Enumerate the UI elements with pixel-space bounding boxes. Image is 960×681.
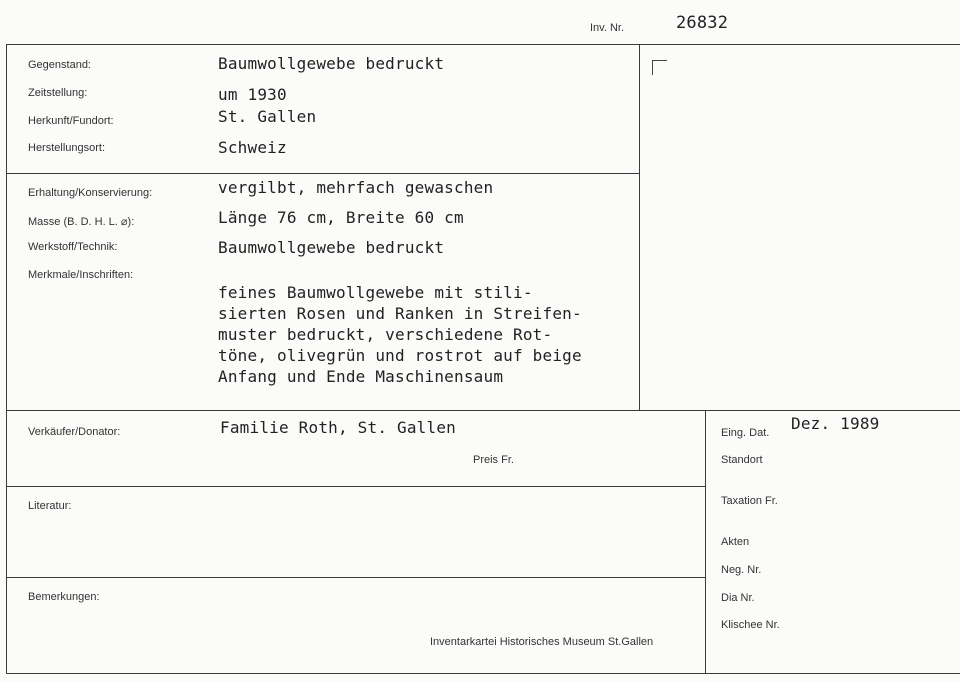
herstellungsort-value: Schweiz <box>218 138 287 157</box>
rule-bottom <box>6 673 960 674</box>
rule-left <box>6 44 7 674</box>
merkmale-line: muster bedruckt, verschiedene Rot- <box>218 325 553 344</box>
rule-after-herstellungsort <box>6 173 639 174</box>
merkmale-line: töne, olivegrün und rostrot auf beige <box>218 346 582 365</box>
rule-after-merkmale <box>6 410 960 411</box>
merkmale-label: Merkmale/Inschriften: <box>28 269 134 281</box>
herkunft-value: St. Gallen <box>218 107 317 126</box>
photo-corner-mark <box>652 60 667 75</box>
erhaltung-label: Erhaltung/Konservierung: <box>28 187 153 199</box>
eing-dat-label: Eing. Dat. <box>721 427 770 439</box>
erhaltung-value: vergilbt, mehrfach gewaschen <box>218 178 494 197</box>
gegenstand-label: Gegenstand: <box>28 59 91 71</box>
verkaeufer-value: Familie Roth, St. Gallen <box>220 418 456 437</box>
rule-top <box>6 44 960 45</box>
gegenstand-value: Baumwollgewebe bedruckt <box>218 54 445 73</box>
neg-nr-label: Neg. Nr. <box>721 564 762 576</box>
bemerkungen-label: Bemerkungen: <box>28 591 100 603</box>
footer-text: Inventarkartei Historisches Museum St.Gallen <box>430 636 654 648</box>
zeitstellung-value: um 1930 <box>218 85 287 104</box>
werkstoff-label: Werkstoff/Technik: <box>28 241 118 253</box>
herstellungsort-label: Herstellungsort: <box>28 142 106 154</box>
verkaeufer-label: Verkäufer/Donator: <box>28 426 121 438</box>
klischee-nr-label: Klischee Nr. <box>721 619 780 631</box>
taxation-label: Taxation Fr. <box>721 495 778 507</box>
masse-label: Masse (B. D. H. L. ⌀): <box>28 216 135 228</box>
dia-nr-label: Dia Nr. <box>721 592 755 604</box>
akten-label: Akten <box>721 536 750 548</box>
standort-label: Standort <box>721 454 763 466</box>
merkmale-line: feines Baumwollgewebe mit stili- <box>218 283 533 302</box>
rule-after-verkaeufer <box>6 486 705 487</box>
rule-right-column <box>705 410 706 674</box>
literatur-label: Literatur: <box>28 500 72 512</box>
herkunft-label: Herkunft/Fundort: <box>28 115 114 127</box>
merkmale-line: Anfang und Ende Maschinensaum <box>218 367 504 386</box>
rule-image-box <box>639 44 640 410</box>
merkmale-line: sierten Rosen und Ranken in Streifen- <box>218 304 582 323</box>
eing-dat-value: Dez. 1989 <box>791 414 880 433</box>
werkstoff-value: Baumwollgewebe bedruckt <box>218 238 445 257</box>
rule-after-literatur <box>6 577 705 578</box>
zeitstellung-label: Zeitstellung: <box>28 87 88 99</box>
preis-label: Preis Fr. <box>473 454 514 466</box>
inv-nr-label: Inv. Nr. <box>590 22 625 34</box>
merkmale-description <box>218 282 582 387</box>
inv-nr-value: 26832 <box>676 13 729 33</box>
masse-value: Länge 76 cm, Breite 60 cm <box>218 208 464 227</box>
